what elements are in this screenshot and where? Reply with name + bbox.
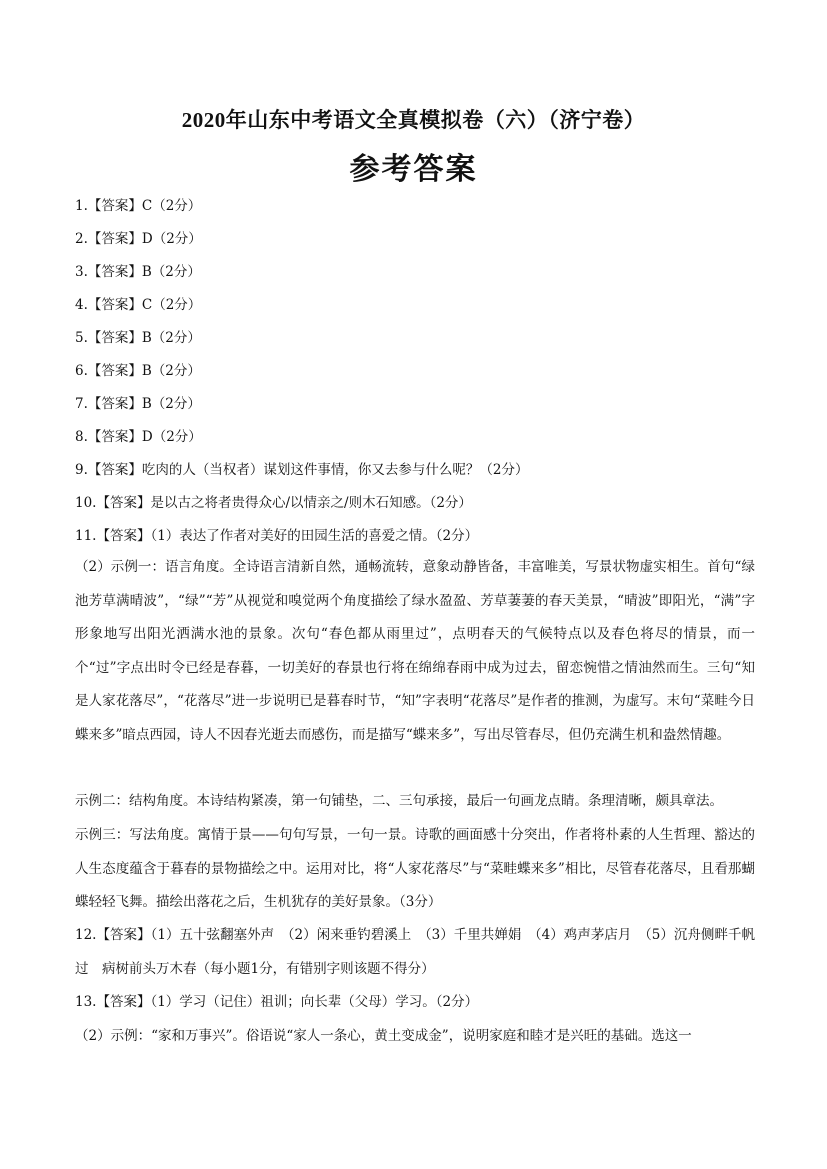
answer-11-example3: 示例三：写法角度。寓情于景——句句写景，一句一景。诗歌的画面感十分突出，作者将朴素的人生哲理、豁达的人生态度蕴含于暮春的景物描绘之中。运用对比，将“人家花落尽”与“菜畦蝶来多”相比，尽管春花落尽，且看那蝴蝶轻轻飞舞。描绘出落花之后，生机犹存的美好景象。（3分）	[75, 827, 755, 910]
answer-13-part1: 13.【答案】（1）学习（记住）祖训；向长辈（父母）学习。（2分）	[75, 994, 479, 1010]
answer-11-part1: 11.【答案】（1）表达了作者对美好的田园生活的喜爱之情。（2分）	[75, 528, 479, 544]
answer-11-example1: （2）示例一：语言角度。全诗语言清新自然，通畅流转，意象动静皆备，丰富唯美，写景状物虚实相生。首句“绿池芳草满晴波”，“绿”“芳”从视觉和嗅觉两个角度描绘了绿水盈盈、芳草萋萋的春天美景，“晴波”即阳光，“满”字形象地写出阳光洒满水池的景象。次句“春色都从雨里过”，点明春天的气候特点以及春色将尽的情景，而一个“过”字点出时令已经是春暮，一切美好的春景也行将在绵绵春雨中成为过去，留恋惋惜之情油然而生。三句“知是人家花落尽”，“花落尽”进一步说明已是暮春时节，“知”字表明“花落尽”是作者的推测，为虚写。末句“菜畦今日蝶来多”暗点西园，诗人不因春光逝去而感伤，而是描写“蝶来多”，写出尽管春尽，但仍充满生机和盎然情趣。	[75, 559, 755, 743]
answer-1: 1.【答案】C（2分）	[75, 198, 202, 214]
page-subtitle: 参考答案	[349, 152, 478, 187]
answer-11-example2: 示例二：结构角度。本诗结构紧凑，第一句铺垫，二、三句承接，最后一句画龙点睛。条理清晰，颇具章法。	[75, 793, 723, 809]
answer-10: 10.【答案】是以古之将者贵得众心/以情亲之/则木石知感。（2分）	[75, 495, 472, 511]
answer-13-part2: （2）示例：“家和万事兴”。俗语说“家人一条心，黄土变成金”，说明家庭和睦才是兴旺的基础。选这一	[75, 1028, 692, 1044]
answer-8: 8.【答案】D（2分）	[75, 429, 202, 445]
answer-9: 9.【答案】吃肉的人（当权者）谋划这件事情，你又去参与什么呢？（2分）	[75, 462, 529, 478]
answer-7: 7.【答案】B（2分）	[75, 396, 201, 412]
page-title: 2020年山东中考语文全真模拟卷（六）（济宁卷）	[181, 108, 646, 132]
answer-2: 2.【答案】D（2分）	[75, 231, 202, 247]
answer-6: 6.【答案】B（2分）	[75, 363, 201, 379]
answer-3: 3.【答案】B（2分）	[75, 264, 201, 280]
answer-12: 12.【答案】（1）五十弦翻塞外声 （2）闲来垂钓碧溪上 （3）千里共婵娟 （4）鸡声茅店月 （5）沉舟侧畔千帆过 病树前头万木春（每小题1分，有错别字则该题不得分）	[75, 927, 755, 977]
answer-4: 4.【答案】C（2分）	[75, 297, 202, 313]
answer-5: 5.【答案】B（2分）	[75, 330, 201, 346]
